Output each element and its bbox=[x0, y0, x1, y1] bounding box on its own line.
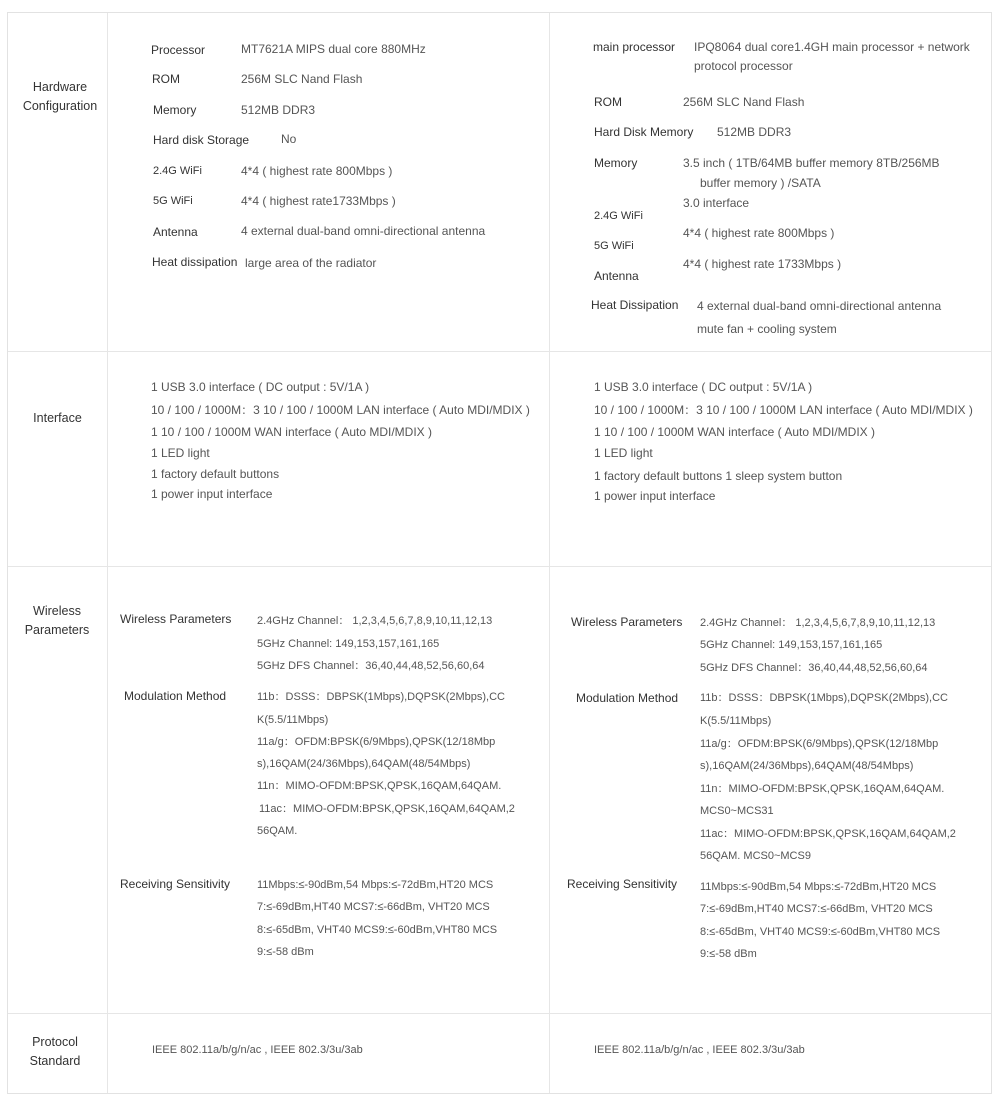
right-wireless-params-label: Wireless Parameters bbox=[571, 615, 683, 629]
right-wireless-params-line: 5GHz Channel: 149,153,157,161,165 bbox=[700, 639, 883, 651]
right-protocol-value: IEEE 802.11a/b/g/n/ac , IEEE 802.3/3u/3ab bbox=[594, 1044, 805, 1056]
right-modulation-line: 11n：MIMO-OFDM:BPSK,QPSK,16QAM,64QAM. bbox=[700, 783, 945, 795]
left-modulation-label: Modulation Method bbox=[124, 689, 227, 703]
right-processor-value: IPQ8064 dual core1.4GH main processor + network bbox=[694, 40, 970, 54]
row-divider bbox=[8, 566, 991, 567]
right-interface-item: 1 LED light bbox=[594, 446, 653, 460]
left-sensitivity-line: 8:≤-65dBm, VHT40 MCS9:≤-60dBm,VHT80 MCS bbox=[257, 924, 498, 936]
right-heat-value: 4 external dual-band omni-directional antenna bbox=[697, 299, 942, 313]
right-heat-label: Heat Dissipation bbox=[591, 298, 679, 312]
row-label-wireless: Wireless Parameters bbox=[24, 604, 90, 637]
right-modulation-line: 56QAM. MCS0~MCS9 bbox=[700, 850, 811, 862]
left-interface-item: 10 / 100 / 1000M：3 10 / 100 / 1000M LAN interface ( Auto MDI/MDIX ) bbox=[151, 403, 530, 417]
right-modulation-line: 11ac：MIMO-OFDM:BPSK,QPSK,16QAM,64QAM,2 bbox=[700, 828, 956, 840]
right-wifi5-value: 4*4 ( highest rate 1733Mbps ) bbox=[683, 257, 842, 271]
right-interface-item: 1 10 / 100 / 1000M WAN interface ( Auto MDI/MDIX ) bbox=[594, 425, 875, 439]
right-processor-value-cont: protocol processor bbox=[694, 59, 793, 73]
left-sensitivity-label: Receiving Sensitivity bbox=[120, 877, 231, 891]
left-storage-value: No bbox=[281, 132, 297, 146]
left-interface-item: 1 USB 3.0 interface ( DC output : 5V/1A ) bbox=[151, 380, 370, 394]
row-label-protocol: Protocol Standard bbox=[29, 1035, 81, 1068]
left-rom-label: ROM bbox=[152, 72, 180, 86]
left-interface-item: 1 power input interface bbox=[151, 487, 273, 501]
left-processor-label: Processor bbox=[151, 43, 206, 57]
left-wireless-params-label: Wireless Parameters bbox=[120, 612, 232, 626]
left-wifi5-value: 4*4 ( highest rate1733Mbps ) bbox=[241, 194, 396, 208]
left-modulation-line: 11ac：MIMO-OFDM:BPSK,QPSK,16QAM,64QAM,2 bbox=[259, 803, 515, 815]
right-antenna-label: Antenna bbox=[594, 269, 639, 283]
column-divider bbox=[107, 13, 108, 1093]
column-divider bbox=[549, 13, 550, 1093]
right-modulation-line: 11a/g：OFDM:BPSK(6/9Mbps),QPSK(12/18Mbp bbox=[700, 738, 939, 750]
left-storage-label: Hard disk Storage bbox=[153, 133, 250, 147]
right-rom-value: 256M SLC Nand Flash bbox=[683, 95, 805, 109]
right-disk-label: Hard Disk Memory bbox=[594, 125, 694, 139]
left-interface-item: 1 factory default buttons bbox=[151, 467, 280, 481]
right-interface-item: 10 / 100 / 1000M：3 10 / 100 / 1000M LAN interface ( Auto MDI/MDIX ) bbox=[594, 403, 973, 417]
right-sensitivity-label: Receiving Sensitivity bbox=[567, 877, 678, 891]
right-modulation-line: 11b：DSSS：DBPSK(1Mbps),DQPSK(2Mbps),CC bbox=[700, 692, 948, 704]
left-heat-label: Heat dissipation bbox=[152, 255, 238, 269]
right-disk-value: 512MB DDR3 bbox=[717, 125, 792, 139]
left-protocol-value: IEEE 802.11a/b/g/n/ac , IEEE 802.3/3u/3ab bbox=[152, 1044, 363, 1056]
right-processor-label: main processor bbox=[593, 40, 676, 54]
right-sensitivity-line: 7:≤-69dBm,HT40 MCS7:≤-66dBm, VHT20 MCS bbox=[700, 903, 933, 915]
right-rom-label: ROM bbox=[594, 95, 622, 109]
left-wireless-params-line: 5GHz DFS Channel：36,40,44,48,52,56,60,64 bbox=[257, 660, 485, 672]
right-wireless-params-line: 5GHz DFS Channel：36,40,44,48,52,56,60,64 bbox=[700, 662, 928, 674]
right-interface-item: 1 USB 3.0 interface ( DC output : 5V/1A ) bbox=[594, 380, 813, 394]
left-wifi5-label: 5G WiFi bbox=[153, 195, 193, 207]
left-interface-item: 1 10 / 100 / 1000M WAN interface ( Auto MDI/MDIX ) bbox=[151, 425, 432, 439]
left-interface-item: 1 LED light bbox=[151, 446, 210, 460]
right-modulation-line: s),16QAM(24/36Mbps),64QAM(48/54Mbps) bbox=[700, 760, 914, 772]
left-wifi24-value: 4*4 ( highest rate 800Mbps ) bbox=[241, 164, 393, 178]
row-label-hardware: Hardware Configuration bbox=[22, 80, 98, 113]
right-heat-value-cont: mute fan + cooling system bbox=[697, 322, 837, 336]
left-heat-value: large area of the radiator bbox=[245, 256, 377, 270]
left-wireless-params-line: 5GHz Channel: 149,153,157,161,165 bbox=[257, 638, 440, 650]
right-interface-item: 1 power input interface bbox=[594, 489, 716, 503]
right-interface-item: 1 factory default buttons 1 sleep system button bbox=[594, 469, 843, 483]
left-antenna-value: 4 external dual-band omni-directional antenna bbox=[241, 224, 486, 238]
left-wifi24-label: 2.4G WiFi bbox=[153, 165, 202, 177]
left-wireless-params-line: 2.4GHz Channel： 1,2,3,4,5,6,7,8,9,10,11,12,13 bbox=[257, 615, 493, 627]
right-memory-value-interface: 3.0 interface bbox=[683, 196, 750, 210]
left-memory-label: Memory bbox=[153, 103, 197, 117]
row-divider bbox=[8, 1013, 991, 1014]
left-sensitivity-line: 9:≤-58 dBm bbox=[257, 946, 314, 958]
left-modulation-line: 11n：MIMO-OFDM:BPSK,QPSK,16QAM,64QAM. bbox=[257, 780, 502, 792]
left-antenna-label: Antenna bbox=[153, 225, 198, 239]
row-label-interface: Interface bbox=[33, 411, 82, 425]
left-rom-value: 256M SLC Nand Flash bbox=[241, 72, 363, 86]
right-memory-label: Memory bbox=[594, 156, 638, 170]
left-memory-value: 512MB DDR3 bbox=[241, 103, 316, 117]
right-wifi5-label: 5G WiFi bbox=[594, 240, 634, 252]
right-memory-value-cont: buffer memory ) /SATA bbox=[700, 176, 821, 190]
left-sensitivity-line: 7:≤-69dBm,HT40 MCS7:≤-66dBm, VHT20 MCS bbox=[257, 901, 490, 913]
right-memory-value: 3.5 inch ( 1TB/64MB buffer memory 8TB/256MB bbox=[683, 156, 940, 170]
left-sensitivity-line: 11Mbps:≤-90dBm,54 Mbps:≤-72dBm,HT20 MCS bbox=[257, 879, 494, 891]
right-modulation-line: K(5.5/11Mbps) bbox=[700, 715, 772, 727]
right-wifi24-label: 2.4G WiFi bbox=[594, 210, 643, 222]
left-modulation-line: s),16QAM(24/36Mbps),64QAM(48/54Mbps) bbox=[257, 758, 471, 770]
right-modulation-line: MCS0~MCS31 bbox=[700, 805, 774, 817]
right-sensitivity-line: 8:≤-65dBm, VHT40 MCS9:≤-60dBm,VHT80 MCS bbox=[700, 926, 941, 938]
left-modulation-line: 11a/g：OFDM:BPSK(6/9Mbps),QPSK(12/18Mbp bbox=[257, 736, 496, 748]
right-wireless-params-line: 2.4GHz Channel： 1,2,3,4,5,6,7,8,9,10,11,12,13 bbox=[700, 617, 936, 629]
spec-comparison-table bbox=[7, 12, 992, 1094]
left-modulation-line: K(5.5/11Mbps) bbox=[257, 714, 329, 726]
right-sensitivity-line: 11Mbps:≤-90dBm,54 Mbps:≤-72dBm,HT20 MCS bbox=[700, 881, 937, 893]
right-wifi24-value: 4*4 ( highest rate 800Mbps ) bbox=[683, 226, 835, 240]
right-modulation-label: Modulation Method bbox=[576, 691, 679, 705]
left-modulation-line: 56QAM. bbox=[257, 825, 298, 837]
right-sensitivity-line: 9:≤-58 dBm bbox=[700, 948, 757, 960]
row-divider bbox=[8, 351, 991, 352]
left-processor-value: MT7621A MIPS dual core 880MHz bbox=[241, 42, 426, 56]
left-modulation-line: 11b：DSSS：DBPSK(1Mbps),DQPSK(2Mbps),CC bbox=[257, 691, 505, 703]
